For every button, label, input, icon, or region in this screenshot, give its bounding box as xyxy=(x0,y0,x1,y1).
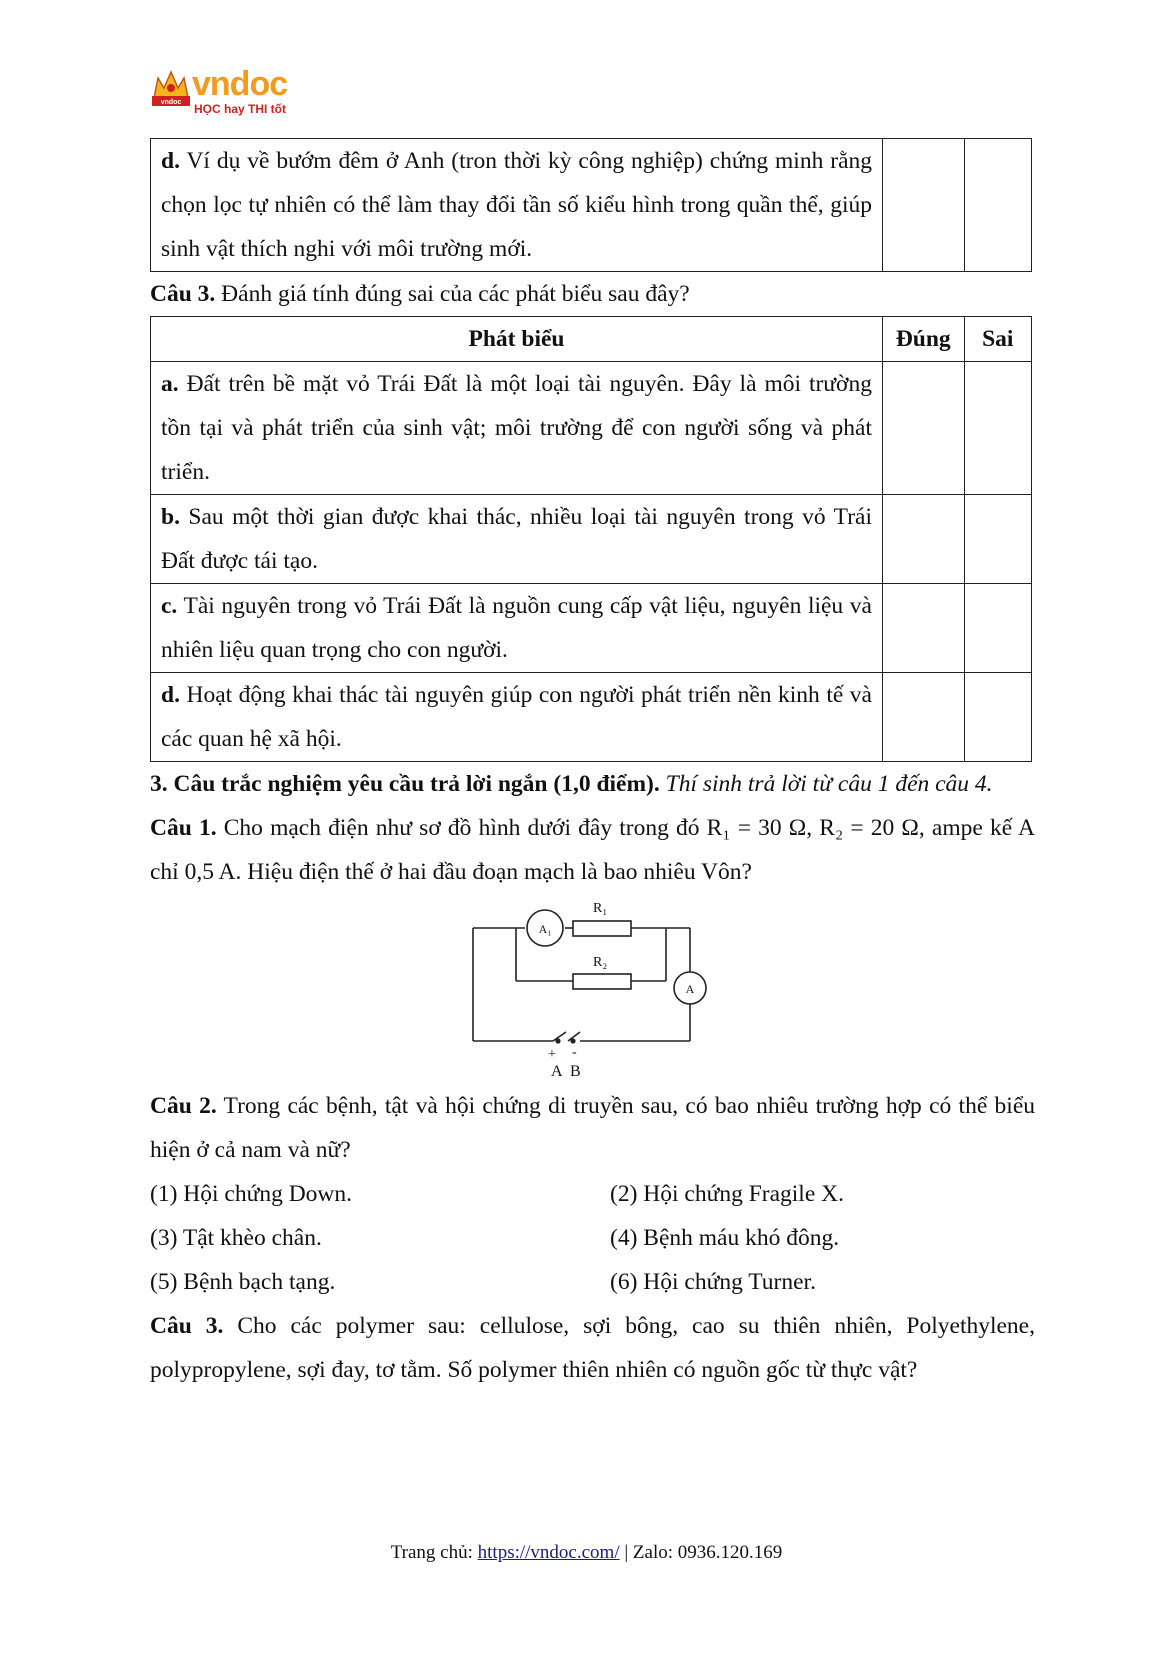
statement-label: d. xyxy=(161,682,180,708)
continued-table xyxy=(150,138,1032,272)
statement-label: c. xyxy=(161,593,178,619)
label-r1: R₁ xyxy=(593,901,608,916)
table-header-row xyxy=(151,317,1032,362)
label-terminal-a: A xyxy=(551,1063,563,1078)
footer-prefix: Trang chủ: xyxy=(390,1542,478,1563)
option-item: (1) Hội chứng Down. xyxy=(150,1181,353,1207)
statement-text: Sau một thời gian được khai thác, nhiều loại tài nguyên trong vỏ Trái Đất được tái tạo. xyxy=(161,504,872,574)
label-plus: + xyxy=(548,1047,556,1062)
question-label: Câu 3. xyxy=(150,1313,224,1339)
statement-text: Đất trên bề mặt vỏ Trái Đất là một loại tài nguyên. Đây là môi trường tồn tại và phát triển của sinh vật; môi trường để con người sống và phát triển. xyxy=(161,371,872,485)
option-item: (3) Tật khèo chân. xyxy=(150,1225,322,1251)
false-cell[interactable] xyxy=(964,139,1031,272)
statement-text: Tài nguyên trong vỏ Trái Đất là nguồn cung cấp vật liệu, nguyên liệu và nhiên liệu quan trọng cho con người. xyxy=(161,593,872,663)
header-true: Đúng xyxy=(882,317,964,362)
table-row xyxy=(151,673,1032,762)
statement-text: Ví dụ về bướm đêm ở Anh (tron thời kỳ công nghiệp) chứng minh rằng chọn lọc tự nhiên có thể làm thay đổi tần số kiểu hình trong quần thể, giúp sinh vật thích nghi với môi trường mới. xyxy=(161,148,872,262)
question-1 xyxy=(150,806,1035,894)
false-cell[interactable] xyxy=(964,584,1031,673)
table-row xyxy=(151,362,1032,495)
footer-link[interactable]: https://vndoc.com/ xyxy=(477,1542,620,1563)
question-label: Câu 1. xyxy=(150,815,217,841)
circuit-diagram xyxy=(468,898,718,1078)
question-2-options xyxy=(150,1172,1035,1304)
logo-tagline: HỌC hay THI tốt xyxy=(194,102,286,116)
logo-badge-text: vndoc xyxy=(160,99,182,106)
false-cell[interactable] xyxy=(964,495,1031,584)
label-r2: R₂ xyxy=(593,955,608,970)
label-a1: A₁ xyxy=(538,922,552,936)
false-cell[interactable] xyxy=(964,362,1031,495)
header-false: Sai xyxy=(964,317,1031,362)
table-row xyxy=(151,495,1032,584)
page-footer xyxy=(0,1542,1173,1564)
table-row xyxy=(151,584,1032,673)
resistor-r1 xyxy=(573,921,631,936)
vndoc-logo xyxy=(148,66,298,122)
question-2 xyxy=(150,1084,1035,1172)
question-label: Câu 3. xyxy=(150,281,216,307)
option-item: (5) Bệnh bạch tạng. xyxy=(150,1269,336,1295)
question-text: Cho mạch điện như sơ đồ hình dưới đây trong đó R₁ = 30 Ω, R₂ = 20 Ω, ampe kế A chỉ 0,5 A. Hiệu điện thế ở hai đầu đoạn mạch là bao nhiêu Vôn? xyxy=(150,815,1035,885)
resistor-r2 xyxy=(573,974,631,989)
option-item: (4) Bệnh máu khó đông. xyxy=(610,1225,840,1251)
section-note: Thí sinh trả lời từ câu 1 đến câu 4. xyxy=(659,771,993,797)
statement-text: Hoạt động khai thác tài nguyên giúp con người phát triển nền kinh tế và các quan hệ xã hội. xyxy=(161,682,872,752)
statement-cell xyxy=(151,495,883,584)
question-3-polymer xyxy=(150,1304,1035,1392)
true-cell[interactable] xyxy=(882,362,964,495)
section-3-heading xyxy=(150,762,1035,806)
true-false-table xyxy=(150,316,1032,762)
option-item: (2) Hội chứng Fragile X. xyxy=(610,1181,844,1207)
footer-suffix: | Zalo: 0936.120.169 xyxy=(619,1542,783,1563)
label-a: A xyxy=(685,982,695,996)
statement-label: b. xyxy=(161,504,180,530)
statement-cell xyxy=(151,362,883,495)
header-statement: Phát biểu xyxy=(151,317,883,362)
page-content xyxy=(150,138,1035,1392)
statement-cell xyxy=(151,673,883,762)
true-cell[interactable] xyxy=(882,139,964,272)
statement-label: a. xyxy=(161,371,179,397)
option-item: (6) Hội chứng Turner. xyxy=(610,1269,816,1295)
false-cell[interactable] xyxy=(964,673,1031,762)
question-text: Trong các bệnh, tật và hội chứng di truyền sau, có bao nhiêu trường hợp có thể biểu hiện ở cả nam và nữ? xyxy=(150,1093,1035,1163)
section-title: 3. Câu trắc nghiệm yêu cầu trả lời ngắn (1,0 điểm). xyxy=(150,771,660,797)
statement-label: d. xyxy=(161,148,180,174)
statement-cell xyxy=(151,139,883,272)
true-cell[interactable] xyxy=(882,673,964,762)
logo-wordmark: vndoc xyxy=(192,65,288,103)
question-text: Đánh giá tính đúng sai của các phát biểu sau đây? xyxy=(215,281,690,307)
true-cell[interactable] xyxy=(882,584,964,673)
logo-emblem-icon xyxy=(148,68,194,112)
table-row xyxy=(151,139,1032,272)
question-text: Cho các polymer sau: cellulose, sợi bông, cao su thiên nhiên, Polyethylene, polypropylene, sợi đay, tơ tằm. Số polymer thiên nhiên có nguồn gốc từ thực vật? xyxy=(150,1313,1035,1383)
label-terminal-b: B xyxy=(570,1063,581,1078)
statement-cell xyxy=(151,584,883,673)
question-label: Câu 2. xyxy=(150,1093,217,1119)
label-minus: - xyxy=(572,1045,577,1060)
true-cell[interactable] xyxy=(882,495,964,584)
question-3-prompt xyxy=(150,272,1035,316)
